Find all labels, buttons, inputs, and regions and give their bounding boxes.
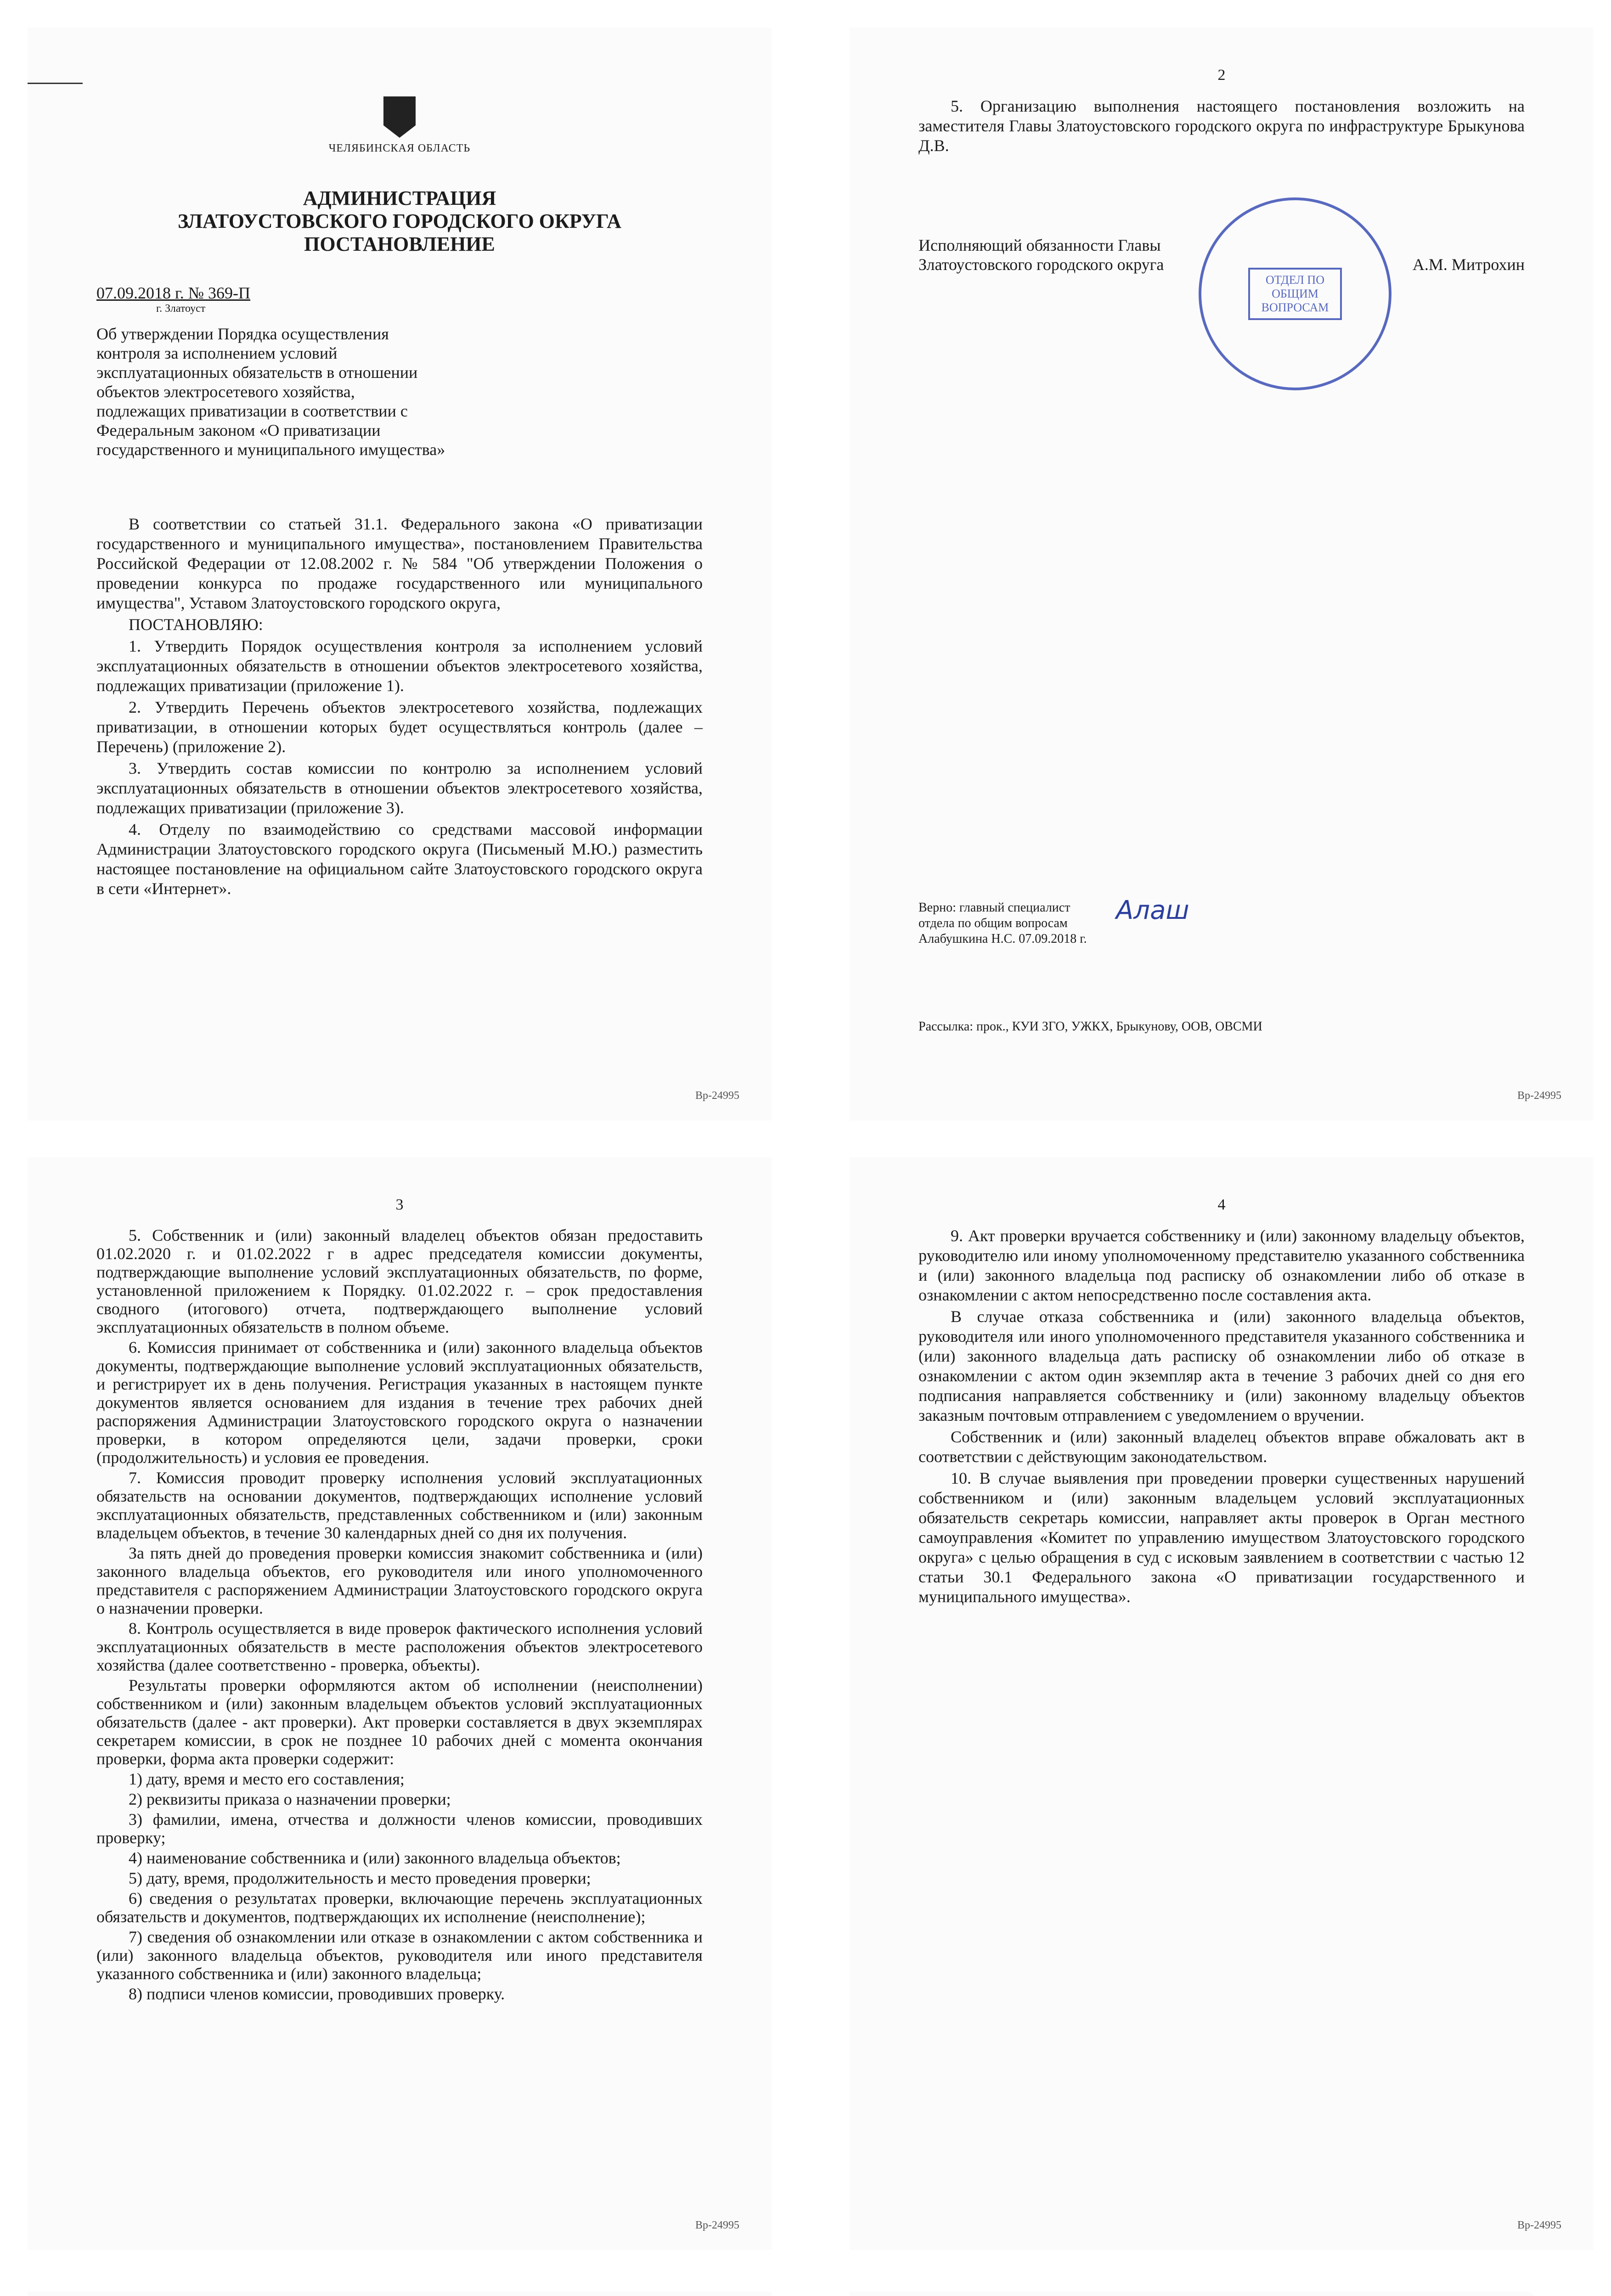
document-page-2 (850, 28, 1594, 1120)
document-page-4 (850, 1157, 1594, 2250)
page-number: 3 (395, 1196, 404, 1213)
item-6: 6. Комиссия принимает от собственника и (или) законного владельца объектов документы, подтверждающие выполнение условий эксплуатационных обязательств, и регистрирует их в день получения. Регистрация указанных в настоящем пункте документов является основанием для издания в течение трех рабочих дней распоряжения Администрации Златоустовского городского округа о назначении проверки, в котором определяются цели, задачи проверки, сроки (продолжительность) и условия ее проведения. (96, 1338, 703, 1467)
org-name-2: ЗЛАТОУСТОВСКОГО ГОРОДСКОГО ОКРУГА (177, 210, 621, 232)
signatory-name: А.М. Митрохин (1412, 255, 1525, 274)
list-item-3: 3) фамилии, имена, отчества и должности членов комиссии, проводивших проверку; (96, 1810, 703, 1847)
place: г. Златоуст (156, 303, 206, 315)
doc-type: ПОСТАНОВЛЕНИЕ (304, 233, 495, 255)
item-4: 4. Отделу по взаимодействию со средствами массовой информации Администрации Златоустовского городского округа (Письменый М.Ю.) разместить настоящее постановление на официальном сайте Златоустовского городского округа в сети «Интернет». (96, 820, 703, 898)
page-corner (1529, 2291, 1594, 2296)
item-3: 3. Утвердить состав комиссии по контролю за исполнением условий эксплуатационных обязательств в отношении объектов электросетевого хозяйства, подлежащих приватизации (приложение 3). (96, 759, 703, 817)
page-number: 2 (1217, 67, 1226, 84)
document-page-3 (28, 1157, 772, 2250)
handwritten-signature: Алаш (1116, 895, 1189, 925)
document-page-5 (28, 2291, 772, 2296)
date-number: 07.09.2018 г. № 369-П (96, 284, 251, 302)
signatory-role-1: Исполняющий обязанности Главы (918, 236, 1161, 254)
list-item-6: 6) сведения о результатах проверки, включающие перечень эксплуатационных обязательств и документов, подтверждающих их исполнение (неисполнение); (96, 1889, 703, 1926)
item-7-para-2: За пять дней до проведения проверки комиссия знакомит собственника и (или) законного владельца объектов, его руководителя или иного уполномоченного представителя с распоряжением Администрации Златоустовского городского округа о назначении проверки. (96, 1544, 703, 1617)
stamp-text: ОТДЕЛ ПО ОБЩИМ ВОПРОСАМ (1248, 268, 1342, 320)
list-item-7: 7) сведения об ознакомлении или отказе в ознакомлении с актом собственника и (или) законного владельца объектов, руководителя или иного представителя указанного собственника и (или) законного владельца; (96, 1928, 703, 1983)
page-footer-code: Вр-24995 (695, 2219, 739, 2231)
decree-word: ПОСТАНОВЛЯЮ: (129, 615, 263, 634)
document-page-6 (850, 2291, 1594, 2296)
list-item-2: 2) реквизиты приказа о назначении проверки; (129, 1790, 451, 1808)
signatory-role-2: Златоустовского городского округа (918, 255, 1164, 274)
item-8-para-2: Результаты проверки оформляются актом об исполнении (неисполнении) собственником и (или) законным владельцем объектов условий эксплуатационных обязательств (далее - акт проверки). Акт проверки составляется в двух экземплярах секретарем комиссии, в срок не позднее 10 рабочих дней с момента окончания проверки, форма акта проверки содержит: (96, 1676, 703, 1768)
item-9-para-2: В случае отказа собственника и (или) законного владельца объектов, руководителя или иного уполномоченного представителя указанного собственника и (или) законного владельца дать расписку об ознакомлении либо об отказе в ознакомлении с актом один экземпляр акта в течение 3 рабочих дней со дня его подписания направляется собственнику и (или) законному владельцу объектов заказным почтовым отправлением с уведомлением о вручении. (918, 1307, 1525, 1424)
verified-line-2: отдела по общим вопросам (918, 916, 1068, 930)
list-item-4: 4) наименование собственника и (или) законного владельца объектов; (129, 1849, 621, 1867)
item-7: 7. Комиссия проводит проверку исполнения условий эксплуатационных обязательств на основании документов, подтверждающих исполнение условий эксплуатационных обязательств, представленных собственником и (или) законным владельцем объектов, в течение 30 календарных дней со дня их получения. (96, 1469, 703, 1542)
item-9: 9. Акт проверки вручается собственнику и (или) законному владельцу объектов, руководителю или иному уполномоченному представителю указанного собственника и (или) законного владельца под расписку об ознакомлении либо об отказе в ознакомлении с актом непосредственно после составления акта. (918, 1227, 1525, 1304)
list-item-5: 5) дату, время, продолжительность и место проведения проверки; (129, 1869, 591, 1887)
item-5: 5. Организацию выполнения настоящего постановления возложить на заместителя Главы Златоустовского городского округа по инфраструктуре Брыкунова Д.В. (918, 97, 1525, 155)
mailing-list: Рассылка: прок., КУИ ЗГО, УЖКХ, Брыкунову, ООВ, ОВСМИ (918, 1019, 1262, 1034)
region-name: ЧЕЛЯБИНСКАЯ ОБЛАСТЬ (328, 142, 471, 154)
margin-mark (28, 83, 83, 84)
item-8: 8. Контроль осуществляется в виде проверок фактического исполнения условий эксплуатационных обязательств в месте расположения объектов электросетевого хозяйства (далее соответственно - проверка, объекты). (96, 1619, 703, 1674)
list-item-8: 8) подписи членов комиссии, проводивших проверку. (129, 1985, 505, 2003)
list-item-1: 1) дату, время и место его составления; (129, 1770, 405, 1788)
item-10: 10. В случае выявления при проведении проверки существенных нарушений собственником и (или) законным владельцем условий эксплуатационных обязательств секретарь комиссии, направляет акты проверок в Орган местного самоуправления «Комитет по управлению имуществом Златоустовского городского округа» с целью обращения в суд с исковым заявлением в соответствии с частью 12 статьи 30.1 Федерального закона «О приватизации государственного и муниципального имущества». (918, 1469, 1525, 1606)
item-5: 5. Собственник и (или) законный владелец объектов обязан предоставить 01.02.2020 г. и 01.02.2022 г в адрес председателя комиссии документы, подтверждающие выполнение условий эксплуатационных обязательств, по форме, установленной приложением к Порядку. 01.02.2022 г. – срок предоставления сводного (итогового) отчета, подтверждающего выполнение условий эксплуатационных обязательств в полном объеме. (96, 1226, 703, 1336)
item-9-para-3: Собственник и (или) законный владелец объектов вправе обжаловать акт в соответствии с действующим законодательством. (918, 1428, 1525, 1466)
page-footer-code: Вр-24995 (1517, 1090, 1561, 1102)
verified-line-1: Верно: главный специалист (918, 900, 1070, 915)
verification-block (918, 900, 1087, 947)
preamble: В соответствии со статьей 31.1. Федерального закона «О приватизации государственного и муниципального имущества», постановлением Правительства Российской Федерации от 12.08.2002 г. № 584 "Об утверждении Положения о проведении конкурса по продаже государственного или муниципального имущества", Уставом Златоустовского городского округа, (96, 515, 703, 612)
page-number: 4 (1217, 1196, 1226, 1213)
item-2: 2. Утвердить Перечень объектов электросетевого хозяйства, подлежащих приватизации, в отношении которых будет осуществляться контроль (далее – Перечень) (приложение 2). (96, 698, 703, 756)
coat-of-arms-icon (383, 96, 416, 138)
org-name: АДМИНИСТРАЦИЯ (303, 187, 496, 209)
page-footer-code: Вр-24995 (695, 1090, 739, 1102)
letterhead (96, 96, 703, 256)
doc-title: Об утверждении Порядка осуществления контроля за исполнением условий эксплуатационных обязательств в отношении объектов электросетевого хозяйства, подлежащих приватизации в соответствии с Федеральным законом «О приватизации государственного и муниципального имущества» (96, 325, 445, 459)
verified-line-3: Алабушкина Н.С. 07.09.2018 г. (918, 932, 1087, 946)
official-stamp (1199, 197, 1391, 390)
document-page-1 (28, 28, 772, 1120)
page-footer-code: Вр-24995 (1517, 2219, 1561, 2231)
item-1: 1. Утвердить Порядок осуществления контроля за исполнением условий эксплуатационных обязательств в отношении объектов электросетевого хозяйства, подлежащих приватизации (приложение 1). (96, 637, 703, 695)
